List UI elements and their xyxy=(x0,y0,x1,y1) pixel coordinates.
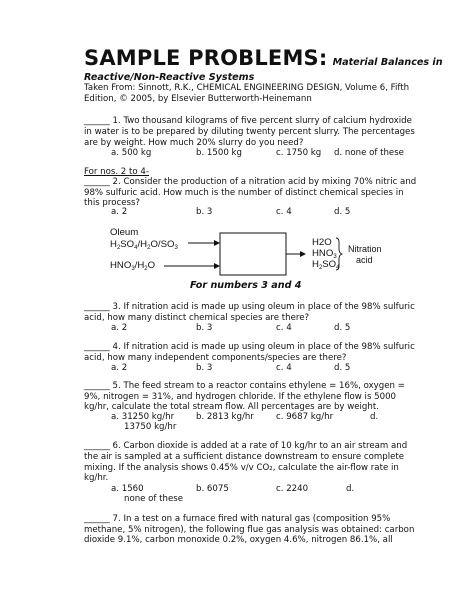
question-1-choice-d: d. none of these xyxy=(334,148,404,158)
question-2-choice-b: b. 3 xyxy=(196,207,213,217)
diagram-label-oleum: Oleum xyxy=(110,227,139,238)
mixer-unit-box xyxy=(220,233,286,275)
question-6-choice-b: b. 6075 xyxy=(196,484,229,494)
question-7-line-2: methane, 5% nitrogen), the following flue gas analysis was obtained: carbon xyxy=(84,525,415,535)
question-5-choice-c: c. 9687 kg/hr xyxy=(276,412,334,422)
question-3-choice-b: b. 3 xyxy=(196,323,213,333)
question-2-line-2: 98% sulfuric acid. How much is the number of distinct chemical species in xyxy=(84,188,404,198)
question-2-choice-c: c. 4 xyxy=(276,207,292,217)
diagram-product-label-2: acid xyxy=(356,255,373,265)
source-line-1: Taken From: Sinnott, R.K., CHEMICAL ENGINEERING DESIGN, Volume 6, Fifth xyxy=(84,83,410,93)
page-subtitle-continued: Reactive/Non-Reactive Systems xyxy=(84,72,255,83)
answer-blank: ______ xyxy=(84,514,110,524)
question-6-line-4: kg/hr. xyxy=(84,473,109,483)
question-6-choice-c: c. 2240 xyxy=(276,484,309,494)
diagram-label-stream-1: $H_2SO_4/H_2O/SO_3$ xyxy=(110,239,178,251)
question-4-choice-d: d. 5 xyxy=(334,363,351,373)
diagram-caption: For numbers 3 and 4 xyxy=(190,280,302,291)
question-4-choice-a: a. 2 xyxy=(111,363,128,373)
question-5-line-2: 9%, nitrogen = 31%, and hydrogen chloride. If the ethylene flow is 5000 xyxy=(84,392,397,402)
question-1-line-2: in water is to be prepared by diluting twenty percent slurry. The percentages xyxy=(84,127,415,137)
outlet-arrowhead xyxy=(300,251,306,257)
question-5-choice-b: b. 2813 kg/hr xyxy=(196,412,254,422)
question-1-choice-c: c. 1750 kg xyxy=(276,148,322,158)
page-subtitle: Material Balances in xyxy=(332,57,443,68)
question-5-line-3: kg/hr, calculate the total stream flow. All percentages are by weight. xyxy=(84,402,379,412)
answer-blank: ______ xyxy=(84,441,110,451)
page-title: SAMPLE PROBLEMS: xyxy=(84,46,328,70)
diagram-product-nitric: $HNO_3$ xyxy=(312,248,337,260)
question-4-line-1: ______ 4. If nitration acid is made up using oleum in place of the 98% sulfuric xyxy=(84,342,415,352)
note-questions-2-to-4: For nos. 2 to 4- xyxy=(84,167,149,177)
question-7-line-1: ______ 7. In a test on a furnace fired with natural gas (composition 95% xyxy=(84,514,391,524)
question-1-line-1: ______ 1. Two thousand kilograms of five percent slurry of calcium hydroxide xyxy=(84,116,412,126)
diagram-product-label-1: Nitration xyxy=(348,244,382,254)
question-3-choice-c: c. 4 xyxy=(276,323,292,333)
question-1-choice-a: a. 500 kg xyxy=(111,148,152,158)
question-5-choice-d: d. xyxy=(370,412,379,422)
question-6-choice-d: d. xyxy=(346,484,355,494)
diagram-product-sulfuric: $H_2SO_4$ xyxy=(312,259,340,271)
question-2-line-1: ______ 2. Consider the production of a nitration acid by mixing 70% nitric and xyxy=(84,177,417,187)
question-6-line-1: ______ 6. Carbon dioxide is added at a rate of 10 kg/hr to an air stream and xyxy=(84,441,408,451)
question-3-line-2: acid, how many distinct chemical species are there? xyxy=(84,313,310,323)
question-3-line-1: ______ 3. If nitration acid is made up using oleum in place of the 98% sulfuric xyxy=(84,302,415,312)
source-line-2: Edition, © 2005, by Elsevier Butterworth-Heinemann xyxy=(84,94,312,104)
inlet-arrowhead-1 xyxy=(214,240,220,246)
question-7-line-3: dioxide 9.1%, carbon monoxide 0.2%, oxygen 4.6%, nitrogen 86.1%, all xyxy=(84,535,393,545)
question-6-choice-d-value: none of these xyxy=(124,494,184,504)
question-3-choice-a: a. 2 xyxy=(111,323,128,333)
question-1-choice-b: b. 1500 kg xyxy=(196,148,242,158)
question-6-choice-a: a. 1560 xyxy=(111,484,144,494)
question-3-choice-d: d. 5 xyxy=(334,323,351,333)
question-2-choice-d: d. 5 xyxy=(334,207,351,217)
question-5-line-1: ______ 5. The feed stream to a reactor contains ethylene = 16%, oxygen = xyxy=(84,381,405,391)
answer-blank: ______ xyxy=(84,302,110,312)
question-4-choice-b: b. 3 xyxy=(196,363,213,373)
question-1-line-3: are by weight. How much 20% slurry do you need? xyxy=(84,138,304,148)
diagram-product-water: H2O xyxy=(312,237,332,248)
inlet-arrowhead-2 xyxy=(214,263,220,269)
question-4-choice-c: c. 4 xyxy=(276,363,292,373)
answer-blank: ______ xyxy=(84,116,110,126)
answer-blank: ______ xyxy=(84,342,110,352)
answer-blank: ______ xyxy=(84,381,110,391)
question-6-line-2: the air is sampled at a sufficient distance downstream to ensure complete xyxy=(84,452,405,462)
answer-blank: ______ xyxy=(84,177,110,187)
question-6-line-3: mixing. If the analysis shows 0.45% v/v CO₂, calculate the air-flow rate in xyxy=(84,463,399,473)
question-5-choice-a: a. 31250 kg/hr xyxy=(111,412,175,422)
question-4-line-2: acid, how many independent components/species are there? xyxy=(84,353,347,363)
diagram-label-stream-2: $HNO_3/H_2O$ xyxy=(110,260,156,272)
question-2-line-3: this process? xyxy=(84,198,140,208)
question-5-choice-d-value: 13750 kg/hr xyxy=(124,422,177,432)
question-2-choice-a: a. 2 xyxy=(111,207,128,217)
